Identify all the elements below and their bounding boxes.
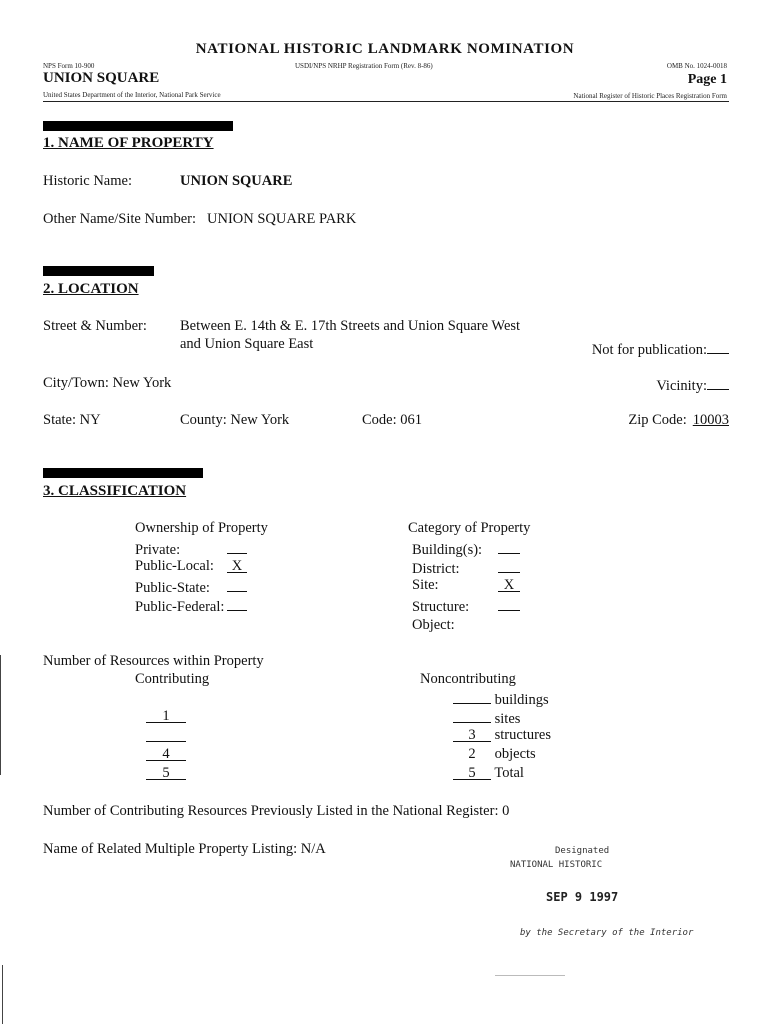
contributing-count: 1: [146, 708, 186, 725]
vicinity-field: [656, 375, 729, 395]
form-number: NPS Form 10-900: [43, 62, 95, 70]
ownership-public-state: [135, 577, 247, 597]
ownership-heading: Ownership of Property: [135, 520, 268, 536]
stamp-line-2: NATIONAL HISTORIC: [510, 860, 603, 870]
not-for-publication-blank: [707, 339, 729, 354]
ownership-label: Public-State:: [135, 580, 210, 596]
noncontributing-row: [453, 727, 551, 744]
ownership-mark: [227, 539, 247, 554]
ownership-public-local: [135, 558, 247, 575]
noncontributing-row: [453, 689, 549, 709]
county-value: New York: [230, 412, 290, 428]
street-line-1: Between E. 14th & E. 17th Streets and Union Square West: [180, 318, 521, 334]
noncontributing-row: [453, 746, 536, 763]
noncontributing-heading: Noncontributing: [420, 671, 516, 687]
state-value: NY: [79, 412, 101, 428]
resource-type: buildings: [494, 692, 549, 708]
category-label: Structure:: [412, 599, 470, 615]
zip-field: [628, 412, 729, 429]
scan-edge-mark: [2, 965, 3, 1024]
contributing-count: 5: [146, 765, 186, 782]
category-mark: [498, 539, 520, 554]
zip-label: Zip Code:: [628, 412, 687, 428]
code-field: [362, 412, 422, 429]
category-site: [412, 577, 520, 594]
code-value: 061: [400, 412, 423, 428]
section-bar: [43, 121, 233, 131]
ownership-public-federal: [135, 596, 247, 616]
noncontributing-count: 3: [453, 727, 491, 742]
ownership-mark: [227, 596, 247, 611]
category-label: Site:: [412, 577, 439, 593]
resource-type: sites: [494, 711, 521, 727]
resource-type: structures: [494, 727, 551, 743]
category-district: [412, 558, 520, 578]
register-form-name: National Register of Historic Places Registration Form: [573, 92, 727, 100]
stamp-signature-line: [495, 975, 565, 976]
previously-listed: Number of Contributing Resources Previously Listed in the National Register: 0: [43, 803, 510, 819]
resource-type: Total: [494, 765, 524, 781]
noncontributing-count: [453, 689, 491, 704]
omb-number: OMB No. 1024-0018: [666, 62, 727, 70]
category-mark: [498, 615, 520, 629]
resource-type: objects: [494, 746, 536, 762]
state-field: [43, 412, 101, 429]
city-label: City/Town:: [43, 375, 109, 391]
form-subtitle: USDI/NPS NRHP Registration Form (Rev. 8-86): [295, 62, 433, 70]
vicinity-blank: [707, 375, 729, 390]
vicinity-label: Vicinity:: [656, 378, 707, 394]
category-label: Object:: [412, 617, 455, 633]
property-name-header: UNION SQUARE: [43, 70, 160, 86]
historic-name-value: UNION SQUARE: [180, 173, 293, 189]
agency-name: United States Department of the Interior, National Park Service: [43, 91, 221, 99]
stamp-line-1: Designated: [555, 846, 610, 856]
noncontributing-count: 5: [453, 765, 491, 780]
state-label: State:: [43, 412, 77, 428]
city-field: [43, 375, 171, 392]
page-number: Page 1: [687, 72, 727, 87]
contributing-count: 4: [146, 746, 186, 763]
stamp-line-3: by the Secretary of the Interior: [520, 928, 694, 938]
noncontributing-count: [453, 708, 491, 723]
ownership-mark: [227, 577, 247, 592]
street-label: Street & Number:: [43, 318, 147, 334]
category-mark: X: [498, 577, 520, 592]
section-2-heading: 2. LOCATION: [43, 281, 139, 297]
stamp-date: SEP 9 1997: [546, 890, 619, 904]
ownership-mark: X: [227, 558, 247, 573]
ownership-private: [135, 539, 247, 559]
zip-value: 10003: [692, 412, 729, 428]
category-mark: [498, 558, 520, 573]
city-value: New York: [112, 375, 172, 391]
other-name-value: UNION SQUARE PARK: [207, 211, 357, 227]
resources-heading: Number of Resources within Property: [43, 653, 264, 669]
contributing-heading: Contributing: [135, 671, 210, 687]
header-rule: [43, 101, 729, 102]
other-name-label: Other Name/Site Number:: [43, 211, 197, 227]
related-listing: Name of Related Multiple Property Listing: N/A: [43, 841, 326, 857]
category-object: [412, 615, 520, 634]
document-title: NATIONAL HISTORIC LANDMARK NOMINATION: [195, 41, 575, 57]
section-bar: [43, 468, 203, 478]
scan-edge-mark: [0, 655, 1, 775]
contributing-count: [146, 727, 186, 747]
not-for-publication: [592, 339, 729, 359]
category-building: [412, 539, 520, 559]
street-line-2: and Union Square East: [180, 336, 314, 352]
section-bar: [43, 266, 154, 276]
category-label: Building(s):: [412, 542, 483, 558]
category-mark: [498, 596, 520, 611]
not-for-publication-label: Not for publication:: [591, 342, 707, 358]
ownership-label: Public-Local:: [135, 558, 214, 574]
county-label: County:: [180, 412, 227, 428]
ownership-label: Private:: [135, 542, 181, 558]
section-3-heading: 3. CLASSIFICATION: [43, 483, 187, 499]
noncontributing-count: 2: [468, 746, 476, 762]
category-label: District:: [412, 561, 460, 577]
category-structure: [412, 596, 520, 616]
code-label: Code:: [362, 412, 397, 428]
county-field: [180, 412, 289, 429]
historic-name-label: Historic Name:: [43, 173, 132, 189]
category-heading: Category of Property: [408, 520, 531, 536]
section-1-heading: 1. NAME OF PROPERTY: [43, 135, 214, 151]
noncontributing-row: [453, 765, 524, 782]
noncontributing-row: [453, 708, 520, 728]
ownership-label: Public-Federal:: [135, 599, 225, 615]
